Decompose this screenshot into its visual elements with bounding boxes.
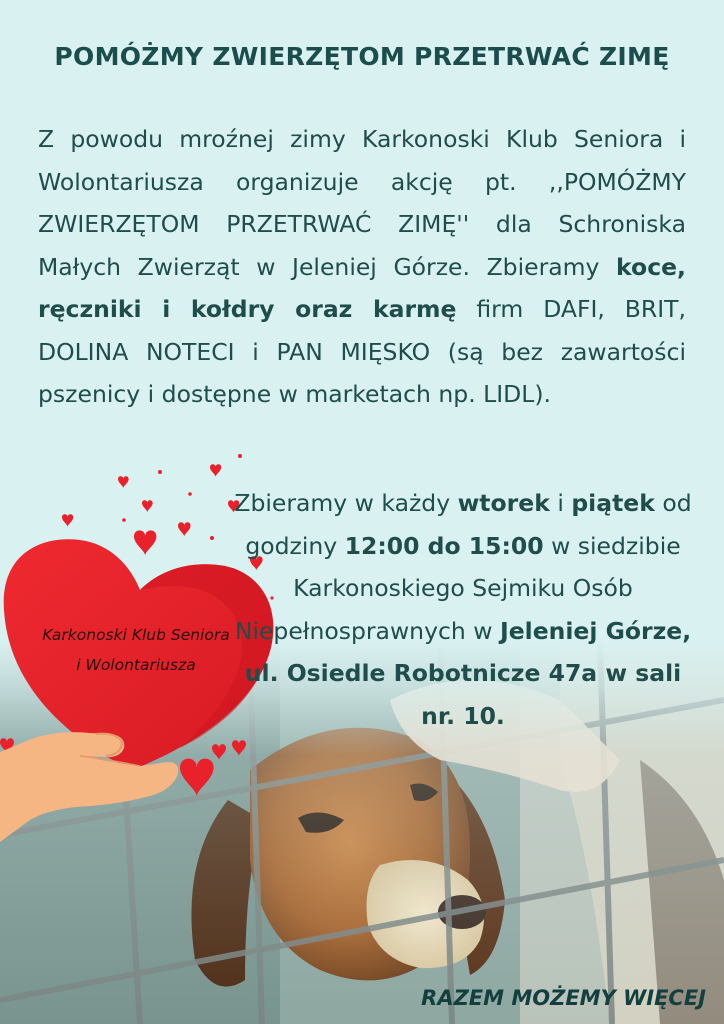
heart-label-line-2: i Wolontariusza <box>76 656 196 674</box>
heart-label <box>18 620 254 680</box>
schedule-day-1: wtorek <box>457 489 550 517</box>
intro-text-2: firm DAFI, BRIT, DOLINA NOTECI i PAN MIĘSKO (są bez zawartości pszenicy i dostępne w marketach np. LIDL). <box>38 295 687 408</box>
intro-paragraph <box>38 118 686 416</box>
poster-title: POMÓŻMY ZWIERZĘTOM PRZETRWAĆ ZIMĘ <box>54 42 670 71</box>
schedule-address: Jeleniej Górze, ul. Osiedle Robotnicze 47a w sali nr. 10. <box>244 616 692 730</box>
intro-text-1: Z powodu mroźnej zimy Karkonoski Klub Seniora i Wolontariusza organizuje akcję pt. ,,POMÓŻMY ZWIERZĘTOM PRZETRWAĆ ZIMĘ'' dla Schroniska Małych Zwierząt w Jeleniej Górze. Zbieramy <box>38 125 686 281</box>
schedule-text-3: od godziny <box>245 489 692 560</box>
schedule-hours: 12:00 do 15:00 <box>344 531 544 560</box>
heart-label-line-1: Karkonoski Klub Seniora <box>42 626 230 644</box>
schedule-day-2: piątek <box>571 489 655 517</box>
schedule-paragraph <box>228 482 698 737</box>
schedule-text-4: w siedzibie Karkonoskiego Sejmiku Osób Niepełnosprawnych w <box>234 531 681 645</box>
intro-bold-items: koce, ręczniki i kołdry oraz karmę <box>38 252 686 323</box>
schedule-text-1: Zbieramy w każdy <box>234 489 458 517</box>
schedule-text-2: i <box>549 489 572 517</box>
slogan: RAZEM MOŻEMY WIĘCEJ <box>421 986 706 1010</box>
